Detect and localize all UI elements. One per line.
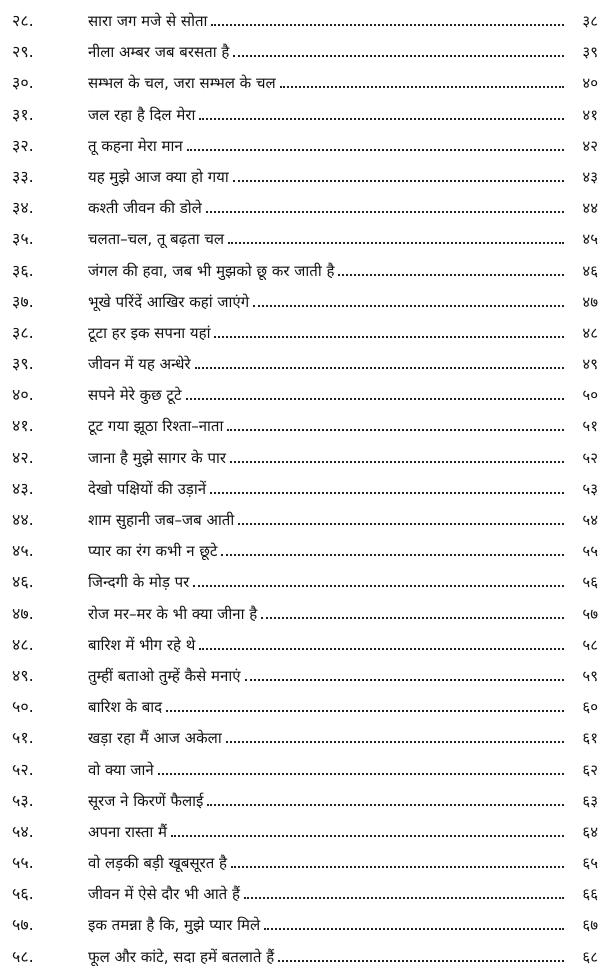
entry-title-line (88, 728, 564, 750)
entry-title-line (88, 73, 564, 95)
entry-title-line (88, 697, 564, 719)
toc-entry (0, 68, 600, 99)
entry-page-number: ४९ (582, 355, 598, 374)
entry-title-line (88, 11, 564, 33)
entry-title: चलता–चल, तू बढ़ता चल (88, 230, 225, 249)
entry-page-number: ५९ (582, 666, 598, 685)
entry-title: टूटा हर इक सपना यहां (88, 323, 211, 342)
entry-title: जंगल की हवा, जब भी मुझको छू कर जाती है (88, 261, 335, 280)
entry-title: कश्ती जीवन की डोले (88, 199, 202, 218)
entry-title: देखो पक्षियों की उड़ानें (88, 479, 207, 498)
entry-number: ४५. (12, 541, 34, 561)
entry-title: शाम सुहानी जब–जब आती (88, 511, 235, 529)
toc-entry (0, 411, 600, 442)
entry-page-number: ४७ (582, 292, 598, 311)
entry-page-number: ५६ (582, 573, 598, 592)
dot-leader (238, 523, 564, 525)
entry-number: ३८. (12, 322, 34, 342)
toc-entry (0, 193, 600, 224)
entry-page-number: ६६ (582, 885, 598, 904)
dot-leader (278, 960, 564, 962)
toc-entry (0, 37, 600, 68)
entry-page-number: ६१ (582, 729, 598, 748)
entry-number: ५८. (12, 946, 34, 966)
entry-page-number: ६८ (582, 947, 598, 966)
entry-number: ४१. (12, 416, 34, 436)
dot-leader (166, 710, 564, 712)
entry-number: ५२. (12, 759, 34, 779)
toc-entry (0, 256, 600, 287)
entry-page-number: ५२ (582, 448, 598, 467)
toc-entry (0, 599, 600, 630)
entry-page-number: ४६ (582, 261, 598, 280)
entry-title-line (88, 666, 564, 688)
entry-title: तुम्हीं बताओ तुम्हें कैसे मनाएं (88, 666, 241, 685)
entry-page-number: ४३ (582, 167, 598, 186)
toc-entry (0, 287, 600, 318)
dot-leader (244, 897, 564, 899)
entry-title-line (88, 261, 564, 283)
entry-page-number: ५३ (582, 479, 598, 498)
entry-title: तू कहना मेरा मान (88, 136, 183, 155)
dot-leader (338, 274, 564, 276)
entry-number: ४३. (12, 478, 34, 498)
entry-title-line (88, 448, 564, 470)
entry-page-number: ६४ (582, 822, 598, 841)
entry-title-line (88, 510, 564, 532)
dot-leader (206, 211, 564, 213)
entry-page-number: ६२ (582, 760, 598, 779)
entry-title-line (88, 292, 564, 314)
toc-entry (0, 817, 600, 848)
dot-leader (207, 804, 564, 806)
dot-leader (211, 24, 564, 26)
entry-title-line (88, 385, 564, 407)
entry-number: ५०. (12, 697, 34, 717)
toc-entry (0, 318, 600, 349)
entry-title: नीला अम्बर जब बरसता है (88, 43, 230, 62)
entry-page-number: ४० (582, 74, 598, 93)
entry-title: खड़ा रहा मैं आज अकेला (88, 729, 222, 748)
entry-title: जिन्दगी के मोड़ पर (88, 573, 190, 592)
entry-page-number: ६५ (582, 854, 598, 873)
entry-page-number: ६७ (582, 916, 598, 935)
entry-title: भूखे परिंदें आखिर कहां जाएंगे (88, 292, 250, 311)
entry-number: ५३. (12, 790, 34, 810)
dot-leader (261, 617, 564, 619)
toc-entry (0, 224, 600, 255)
entry-title: सारा जग मजे से सोता (88, 12, 208, 30)
entry-page-number: ४१ (582, 105, 598, 124)
entry-title-line (88, 541, 564, 563)
entry-page-number: ६३ (582, 791, 598, 810)
toc-entry (0, 910, 600, 941)
dot-leader (231, 866, 564, 868)
toc-entry (0, 443, 600, 474)
entry-page-number: ५८ (582, 635, 598, 654)
entry-title-line (88, 105, 564, 127)
toc-entry (0, 723, 600, 754)
dot-leader (199, 648, 564, 650)
entry-page-number: ५५ (582, 542, 598, 561)
toc-entry (0, 474, 600, 505)
entry-number: ३०. (12, 73, 34, 93)
toc-entry (0, 6, 600, 37)
table-of-contents (0, 6, 600, 973)
entry-title-line (88, 604, 564, 626)
entry-title: फूल और कांटे, सदा हमें बतलाते हैं (88, 947, 275, 966)
entry-title-line (88, 323, 564, 345)
entry-page-number: ४४ (582, 199, 598, 218)
entry-title-line (88, 572, 564, 594)
dot-leader (221, 554, 564, 556)
dot-leader (214, 336, 564, 338)
entry-number: ३६. (12, 260, 34, 280)
toc-entry (0, 942, 600, 973)
entry-number: ३४. (12, 198, 34, 218)
dot-leader (233, 55, 564, 57)
entry-title-line (88, 354, 564, 376)
toc-entry (0, 786, 600, 817)
entry-title-line (88, 136, 564, 158)
entry-number: ३५. (12, 229, 34, 249)
entry-title: बारिश के बाद (88, 698, 163, 717)
entry-title-line (88, 167, 564, 189)
entry-title-line (88, 915, 564, 937)
entry-title: रोज मर–मर के भी क्या जीना है (88, 604, 258, 623)
entry-title-line (88, 760, 564, 782)
entry-page-number: ३९ (582, 43, 598, 62)
toc-entry (0, 661, 600, 692)
entry-title: यह मुझे आज क्या हो गया (88, 167, 229, 186)
entry-number: ५७. (12, 915, 34, 935)
entry-title-line (88, 198, 564, 220)
entry-title: सम्भल के चल, जरा सम्भल के चल (88, 74, 276, 93)
toc-entry (0, 380, 600, 411)
entry-title: सपने मेरे कुछ टूटे (88, 386, 182, 405)
entry-page-number: ५० (582, 386, 598, 405)
entry-number: ४८. (12, 634, 34, 654)
entry-page-number: ५१ (582, 417, 598, 436)
dot-leader (233, 180, 564, 182)
entry-title: अपना रास्ता मैं (88, 822, 167, 841)
entry-number: ३९. (12, 354, 34, 374)
dot-leader (227, 429, 564, 431)
dot-leader (171, 835, 564, 837)
toc-entry (0, 630, 600, 661)
entry-page-number: ५७ (582, 604, 598, 623)
dot-leader (245, 679, 564, 681)
entry-page-number: ५४ (582, 511, 598, 529)
entry-title-line (88, 791, 564, 813)
dot-leader (264, 928, 564, 930)
entry-number: ५४. (12, 821, 34, 841)
dot-leader (195, 367, 564, 369)
toc-entry (0, 131, 600, 162)
toc-entry (0, 100, 600, 131)
toc-entry (0, 879, 600, 910)
entry-number: ४९. (12, 665, 34, 685)
entry-page-number: ३८ (582, 12, 598, 30)
entry-title: टूट गया झूठा रिश्ता–नाता (88, 417, 224, 436)
entry-number: ४०. (12, 385, 34, 405)
toc-entry (0, 692, 600, 723)
entry-number: ५६. (12, 884, 34, 904)
dot-leader (186, 398, 564, 400)
entry-title: वो लड़की बड़ी खूबसूरत है (88, 854, 227, 873)
toc-entry (0, 567, 600, 598)
entry-number: ५५. (12, 853, 34, 873)
entry-number: ३७. (12, 291, 34, 311)
entry-number: ३३. (12, 166, 34, 186)
entry-number: ४४. (12, 510, 34, 529)
entry-page-number: ४५ (582, 230, 598, 249)
entry-page-number: ६० (582, 698, 598, 717)
entry-title-line (88, 853, 564, 875)
entry-page-number: ४२ (582, 136, 598, 155)
toc-entry (0, 162, 600, 193)
entry-title: जीवन में यह अन्धेरे (88, 355, 191, 374)
entry-title-line (88, 884, 564, 906)
entry-title: वो क्या जाने (88, 760, 154, 779)
entry-title-line (88, 635, 564, 657)
dot-leader (158, 773, 564, 775)
entry-number: ४२. (12, 447, 34, 467)
dot-leader (228, 242, 564, 244)
entry-title: जल रहा है दिल मेरा (88, 105, 196, 124)
entry-number: ३१. (12, 104, 34, 124)
toc-entry (0, 349, 600, 380)
entry-title-line (88, 479, 564, 501)
dot-leader (226, 741, 564, 743)
entry-title-line (88, 416, 564, 438)
entry-title-line (88, 947, 564, 969)
dot-leader (230, 461, 564, 463)
dot-leader (253, 305, 564, 307)
entry-title-line (88, 822, 564, 844)
dot-leader (280, 86, 564, 88)
toc-entry (0, 755, 600, 786)
entry-title: जीवन में ऐसे दौर भी आते हैं (88, 885, 240, 904)
entry-title: इक तमन्ना है कि, मुझे प्यार मिले (88, 916, 261, 935)
dot-leader (199, 118, 564, 120)
entry-title-line (88, 42, 564, 64)
entry-title-line (88, 229, 564, 251)
entry-number: ४७. (12, 603, 34, 623)
entry-number: ४६. (12, 572, 34, 592)
entry-page-number: ४८ (582, 323, 598, 342)
dot-leader (193, 585, 564, 587)
dot-leader (187, 149, 564, 151)
toc-entry (0, 505, 600, 536)
entry-title: बारिश में भीग रहे थे (88, 635, 196, 654)
entry-title: प्यार का रंग कभी न छूटे (88, 542, 218, 561)
toc-entry (0, 848, 600, 879)
entry-number: २९. (12, 42, 34, 62)
entry-title: सूरज ने किरणें फैलाई (88, 791, 204, 810)
toc-entry (0, 536, 600, 567)
entry-number: २८. (12, 11, 34, 30)
dot-leader (210, 492, 564, 494)
entry-title: जाना है मुझे सागर के पार (88, 448, 227, 467)
entry-number: ३२. (12, 135, 34, 155)
entry-number: ५१. (12, 728, 34, 748)
